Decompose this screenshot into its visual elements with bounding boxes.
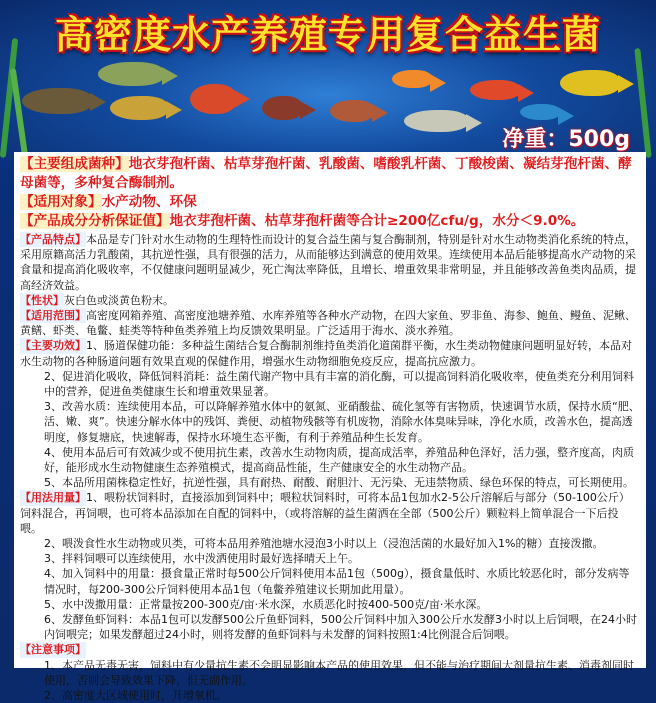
notes-section — [20, 642, 640, 703]
fish-graphic — [392, 70, 432, 88]
notes-item: 1、本产品无毒无害，饲料中有少量抗生素不会明显影响本产品的使用效果，但不能与治疗期间大剂量抗生素、消毒剂同时使用，否则会导致效果下降，但无副作用。 — [44, 658, 634, 687]
fish-graphic — [110, 96, 168, 120]
fish-graphic — [330, 100, 374, 122]
usage-tag: 【用法用量】 — [20, 491, 86, 505]
fish-graphic — [190, 84, 236, 114]
target-text: 水产动物、环保 — [101, 194, 197, 210]
notes-item: 2、高密度大区域使用时，开增氧机。 — [44, 689, 227, 703]
appearance-text: 灰白色或淡黄色粉末。 — [64, 293, 174, 307]
content-panel — [14, 152, 646, 703]
appearance-tag: 【性状】 — [20, 293, 64, 307]
main-strains-text: 地衣芽孢杆菌、枯草芽孢杆菌、乳酸菌、嗜酸乳杆菌、丁酸梭菌、凝结芽孢杆菌、酵母菌等，多种复合酶制剂。 — [20, 156, 632, 191]
usage-item: 5、水中泼撒用量：正常量按200-300克/亩·米水深，水质恶化时按400-500克/亩·米水深。 — [44, 597, 488, 611]
main-strains-tag: 【主要组成菌种】 — [20, 156, 129, 172]
scope-tag: 【适用范围】 — [20, 309, 86, 323]
features-tag: 【产品特点】 — [20, 233, 86, 246]
effects-section — [20, 338, 640, 490]
guarantee-text: 地衣芽孢杆菌、枯草芽孢杆菌等合计≥200亿cfu/g，水分＜9.0%。 — [169, 213, 585, 229]
features-section — [20, 232, 640, 293]
effects-item: 5、本品所用菌株稳定性好，抗逆性强，具有耐热、耐酸、耐胆汁、无污染、无违禁物质、绿色环保的特点，可长期使用。 — [44, 476, 634, 490]
effects-item: 4、使用本品后可有效减少或不使用抗生素，改善水生动物肉质，提高成活率，养殖品种色泽好，活力强，整齐度高，肉质好，能形成水生动物健康生态养殖模式，提高商品性能，生产健康安全的水生动物产品。 — [44, 445, 634, 475]
fish-graphic — [22, 88, 92, 114]
target-section — [20, 193, 640, 212]
scope-text: 高密度网箱养殖、高密度池塘养殖、水库养殖等各种水产动物，在四大家鱼、罗非鱼、海参、鲍鱼、鳗鱼、泥鳅、黄鳝、虾类、龟鳖、蛙类等特种鱼类养殖上均反馈效果明显。广泛适用于海水、淡水养殖。 — [20, 309, 636, 338]
effects-tag: 【主要功效】 — [20, 339, 86, 353]
effects-item: 3、改善水质：连续使用本品，可以降解养殖水体中的氨氮、亚硝酸盐、硫化氢等有害物质，快速调节水质，保持水质“肥、活、嫩、爽”。快速分解水体中的残饵、粪便、动植物残骸等有机废物，消除水体臭味异味，净化水质，改善水色，提高透明度，修复塘底，快速解毒，保持水环境生态平衡，有利于养殖品种生长发育。 — [44, 400, 640, 444]
fish-graphic — [262, 96, 302, 120]
usage-item: 4、加入饲料中的用量：摄食量正常时每500公斤饲料使用本品1包（500g），摄食量低时、水质比较恶化时，部分发病等情况时，每200-300公斤饲料使用本品1包（龟鳖养殖建议长期加此用量）。 — [44, 567, 630, 596]
fish-graphic — [470, 80, 520, 100]
notes-tag: 【注意事项】 — [20, 643, 86, 657]
usage-item: 3、拌料饲喂可以连续使用，水中泼洒使用时最好选择晴天上午。 — [44, 552, 359, 566]
scope-section — [20, 308, 640, 338]
appearance-section — [20, 293, 640, 308]
seaweed-graphic — [10, 68, 28, 158]
usage-section — [20, 490, 640, 642]
net-weight: 净重：500g — [502, 127, 630, 152]
banner — [0, 0, 656, 158]
seaweed-graphic — [634, 48, 651, 158]
effects-item: 2、促进消化吸收，降低饲料消耗：益生菌代谢产物中具有丰富的消化酶，可以提高饲料消化吸收率，使鱼类充分利用饲料中的营养，促进鱼类健康生长和增重效果显著。 — [44, 369, 634, 399]
main-strains-section — [20, 155, 640, 193]
usage-item: 2、喂泼食性水生动物或贝类，可将本品用养殖池塘水浸泡3小时以上（浸泡活菌的水最好加入1%的糖）直接泼撒。 — [44, 537, 604, 551]
fish-graphic — [560, 70, 620, 96]
fish-graphic — [404, 110, 468, 132]
guarantee-section — [20, 212, 640, 231]
effects-item: 1、肠道保健功能：多种益生菌结合复合酶制剂维持鱼类消化道菌群平衡，水生类动物健康问题明显好转，本品对水生动物的各种肠道问题有效果直观的保健作用，增强水生动物细胞免疫反应，提高抗应激力。 — [20, 339, 632, 368]
fish-graphic — [98, 62, 164, 86]
fish-graphic — [520, 104, 560, 120]
features-text: 本品是专门针对水生动物的生理特性而设计的复合益生菌与复合酶制剂，特别是针对水生动物类消化系统的特点，采用原籍高活力乳酸菌，其抗逆性强，具有很强的活力，从而能够达到满意的使用效果。连续使用本品后能够提高水产动物的采食量和提高消化吸收率，不仅健康问题明显减少，死亡淘汰率降低，且增长、增重效果非常明显，并且能够改善鱼类肉品质，提高经济效益。 — [20, 233, 636, 292]
usage-item: 6、发酵鱼虾饲料：本品1包可以发酵500公斤鱼虾饲料，500公斤饲料中加入300公斤水发酵3小时以上后饲喂，在24小时内饲喂完；如果发酵超过24小时，则将发酵的鱼虾饲料与未发酵的饲料按照1:4比例混合后饲喂。 — [44, 613, 637, 642]
usage-item: 1、喂粉状饲料时，直接添加到饲料中；喂粒状饲料时，可将本品1包加水2-5公斤溶解后与部分（50-100公斤）饲料混合，再饲喂，也可将本品添加在自配的饲料中，（或将溶解的益生菌洒在全部（500公斤）颗粒料上简单混合一下后投喂。 — [20, 491, 630, 535]
guarantee-tag: 【产品成分分析保证值】 — [20, 213, 170, 229]
product-title: 高密度水产养殖专用复合益生菌 — [54, 12, 601, 57]
target-tag: 【适用对象】 — [20, 194, 102, 210]
